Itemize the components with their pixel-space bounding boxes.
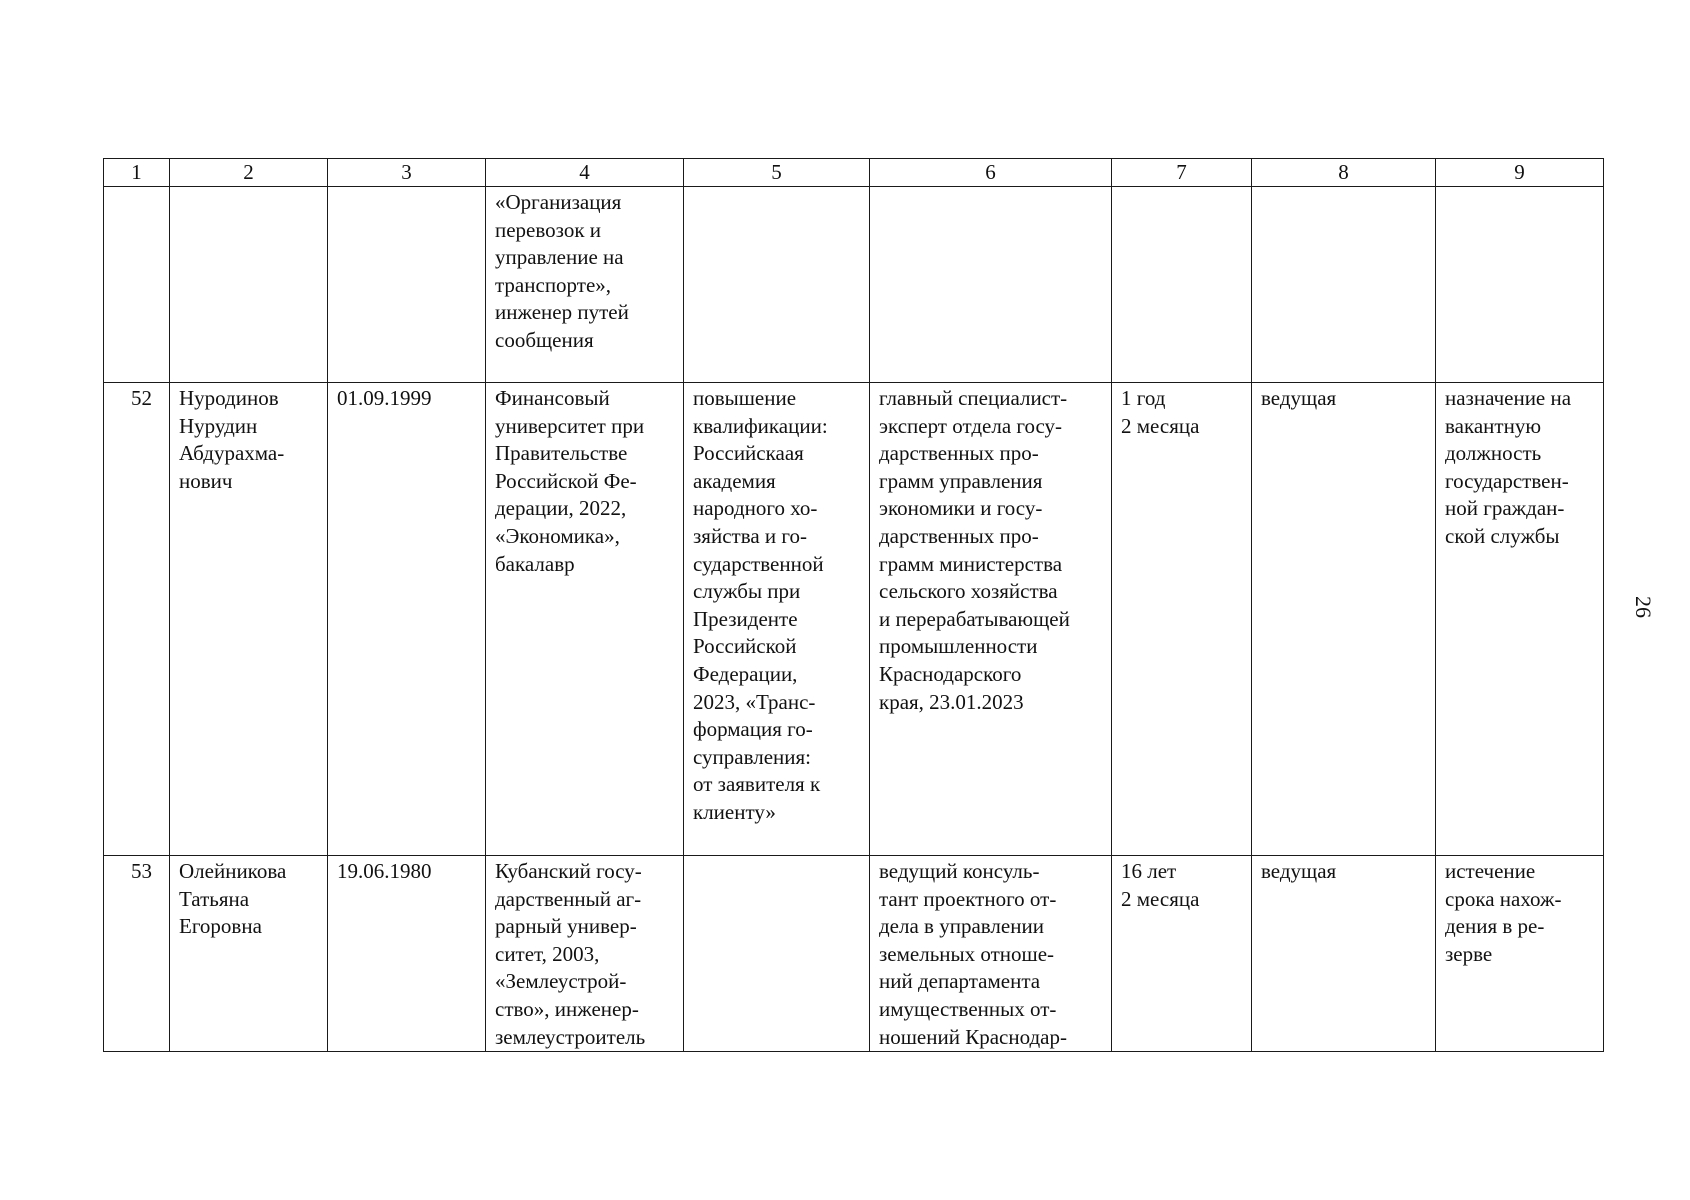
cell-text-line: Президенте: [693, 606, 798, 631]
cell-text-line: сообщения: [495, 327, 594, 352]
table-row: [104, 856, 1604, 1052]
cell-text-line: Федерации,: [693, 661, 798, 686]
cell-text-line: «Землеустрой-: [495, 969, 627, 994]
position-group-cell: [1252, 187, 1436, 383]
column-number-header: 2: [170, 159, 328, 187]
cell-text-line: от заявителя к: [693, 772, 821, 797]
position-group-cell: [1252, 856, 1436, 1052]
cell-text-line: квалификации:: [693, 413, 828, 438]
cell-text-line: эксперт отдела госу-: [879, 413, 1063, 438]
column-number-header: 1: [104, 159, 170, 187]
full-name-cell: [170, 383, 328, 856]
cell-text-line: Олейникова: [179, 859, 287, 883]
cell-text-line: суправления:: [693, 744, 812, 769]
additional-education-cell: [684, 187, 870, 383]
cell-text-line: Краснодарского: [879, 661, 1022, 686]
cell-text-line: Абдурахма-: [179, 441, 285, 466]
cell-text-line: назначение на: [1445, 386, 1572, 410]
cell-text-line: ний департамента: [879, 969, 1041, 994]
experience-cell: [1112, 856, 1252, 1052]
row-number-cell: [104, 856, 170, 1052]
education-cell: [486, 856, 684, 1052]
column-number-header: 7: [1112, 159, 1252, 187]
cell-text-line: грамм управления: [879, 468, 1043, 493]
cell-text-line: ной граждан-: [1445, 496, 1565, 521]
cell-text-line: дения в ре-: [1445, 914, 1545, 939]
cell-text-line: Татьяна: [179, 886, 250, 911]
cell-text-line: ской службы: [1445, 523, 1560, 548]
cell-text-line: земельных отноше-: [879, 941, 1055, 966]
page-number: 26: [1631, 596, 1656, 618]
cell-text-line: ведущий консуль-: [879, 859, 1040, 883]
position-cell: [870, 383, 1112, 856]
education-cell: [486, 383, 684, 856]
table-header-row: [104, 159, 1604, 187]
cell-text-line: службы при: [693, 579, 801, 604]
cell-text-line: университет при: [495, 413, 645, 438]
cell-text-line: управление на: [495, 245, 624, 270]
cell-text-line: нович: [179, 468, 233, 493]
cell-text-line: ство», инженер-: [495, 996, 639, 1021]
cell-text-line: вакантную: [1445, 413, 1542, 438]
position-group-cell: [1252, 383, 1436, 856]
cell-text-line: 16 лет: [1121, 859, 1177, 883]
cell-text-line: истечение: [1445, 859, 1536, 883]
table-row: [104, 383, 1604, 856]
cell-text-line: 2 месяца: [1121, 413, 1200, 438]
cell-text-line: 52: [131, 386, 152, 410]
cell-text-line: Нуродинов: [179, 386, 279, 410]
cell-text-line: формация го-: [693, 717, 813, 742]
experience-cell: [1112, 187, 1252, 383]
full-name-cell: [170, 856, 328, 1052]
cell-text-line: 2 месяца: [1121, 886, 1200, 911]
full-name-cell: [170, 187, 328, 383]
cell-text-line: рарный универ-: [495, 914, 637, 939]
cell-text-line: имущественных от-: [879, 996, 1057, 1021]
cell-text-line: дарственных про-: [879, 523, 1039, 548]
exclusion-reason-cell: [1436, 383, 1604, 856]
cell-text-line: тант проектного от-: [879, 886, 1057, 911]
position-cell: [870, 187, 1112, 383]
cell-text-line: промышленности: [879, 634, 1038, 659]
cell-text-line: инженер путей: [495, 300, 629, 325]
cell-text-line: 19.06.1980: [337, 859, 432, 883]
cell-text-line: Российскаая: [693, 441, 804, 466]
cell-text-line: зяйства и го-: [693, 523, 807, 548]
cell-text-line: государствен-: [1445, 468, 1569, 493]
cell-text-line: Правительстве: [495, 441, 628, 466]
cell-text-line: 1 год: [1121, 386, 1166, 410]
row-number-cell: [104, 187, 170, 383]
column-number-header: 4: [486, 159, 684, 187]
cell-text-line: должность: [1445, 441, 1542, 466]
row-number-cell: [104, 383, 170, 856]
cell-text-line: Российской: [693, 634, 797, 659]
cell-text-line: академия: [693, 468, 776, 493]
cell-text-line: народного хо-: [693, 496, 818, 521]
personnel-reserve-table: [103, 158, 1604, 1052]
table-row: [104, 187, 1604, 383]
cell-text-line: «Экономика»,: [495, 523, 620, 548]
cell-text-line: сельского хозяйства: [879, 579, 1058, 604]
cell-text-line: ведущая: [1261, 386, 1337, 410]
column-number-header: 8: [1252, 159, 1436, 187]
cell-text-line: Кубанский госу-: [495, 859, 642, 883]
cell-text-line: Российской Фе-: [495, 468, 637, 493]
position-cell: [870, 856, 1112, 1052]
cell-text-line: зерве: [1445, 941, 1493, 966]
cell-text-line: Нурудин: [179, 413, 258, 438]
cell-text-line: края, 23.01.2023: [879, 689, 1024, 714]
cell-text-line: 53: [131, 859, 152, 883]
cell-text-line: грамм министерства: [879, 551, 1063, 576]
cell-text-line: главный специалист-: [879, 386, 1068, 410]
exclusion-reason-cell: [1436, 187, 1604, 383]
cell-text-line: 01.09.1999: [337, 386, 432, 410]
cell-text-line: экономики и госу-: [879, 496, 1043, 521]
column-number-header: 5: [684, 159, 870, 187]
cell-text-line: транспорте»,: [495, 272, 612, 297]
education-cell: [486, 187, 684, 383]
cell-text-line: ношений Краснодар-: [879, 1024, 1067, 1049]
cell-text-line: дела в управлении: [879, 914, 1044, 939]
cell-text-line: сударственной: [693, 551, 824, 576]
additional-education-cell: [684, 856, 870, 1052]
cell-text-line: клиенту»: [693, 799, 776, 824]
cell-text-line: 2023, «Транс-: [693, 689, 816, 714]
additional-education-cell: [684, 383, 870, 856]
birth-date-cell: [328, 383, 486, 856]
cell-text-line: дарственных про-: [879, 441, 1039, 466]
column-number-header: 3: [328, 159, 486, 187]
cell-text-line: перевозок и: [495, 217, 602, 242]
cell-text-line: Егоровна: [179, 914, 262, 939]
cell-text-line: срока нахож-: [1445, 886, 1562, 911]
birth-date-cell: [328, 856, 486, 1052]
column-number-header: 9: [1436, 159, 1604, 187]
column-number-header: 6: [870, 159, 1112, 187]
cell-text-line: ситет, 2003,: [495, 941, 600, 966]
cell-text-line: ведущая: [1261, 859, 1337, 883]
cell-text-line: «Организация: [495, 190, 622, 214]
cell-text-line: землеустроитель: [495, 1024, 646, 1049]
cell-text-line: бакалавр: [495, 551, 575, 576]
cell-text-line: повышение: [693, 386, 797, 410]
cell-text-line: Финансовый: [495, 386, 610, 410]
cell-text-line: дерации, 2022,: [495, 496, 627, 521]
experience-cell: [1112, 383, 1252, 856]
cell-text-line: и перерабатывающей: [879, 606, 1070, 631]
exclusion-reason-cell: [1436, 856, 1604, 1052]
birth-date-cell: [328, 187, 486, 383]
cell-text-line: дарственный аг-: [495, 886, 642, 911]
